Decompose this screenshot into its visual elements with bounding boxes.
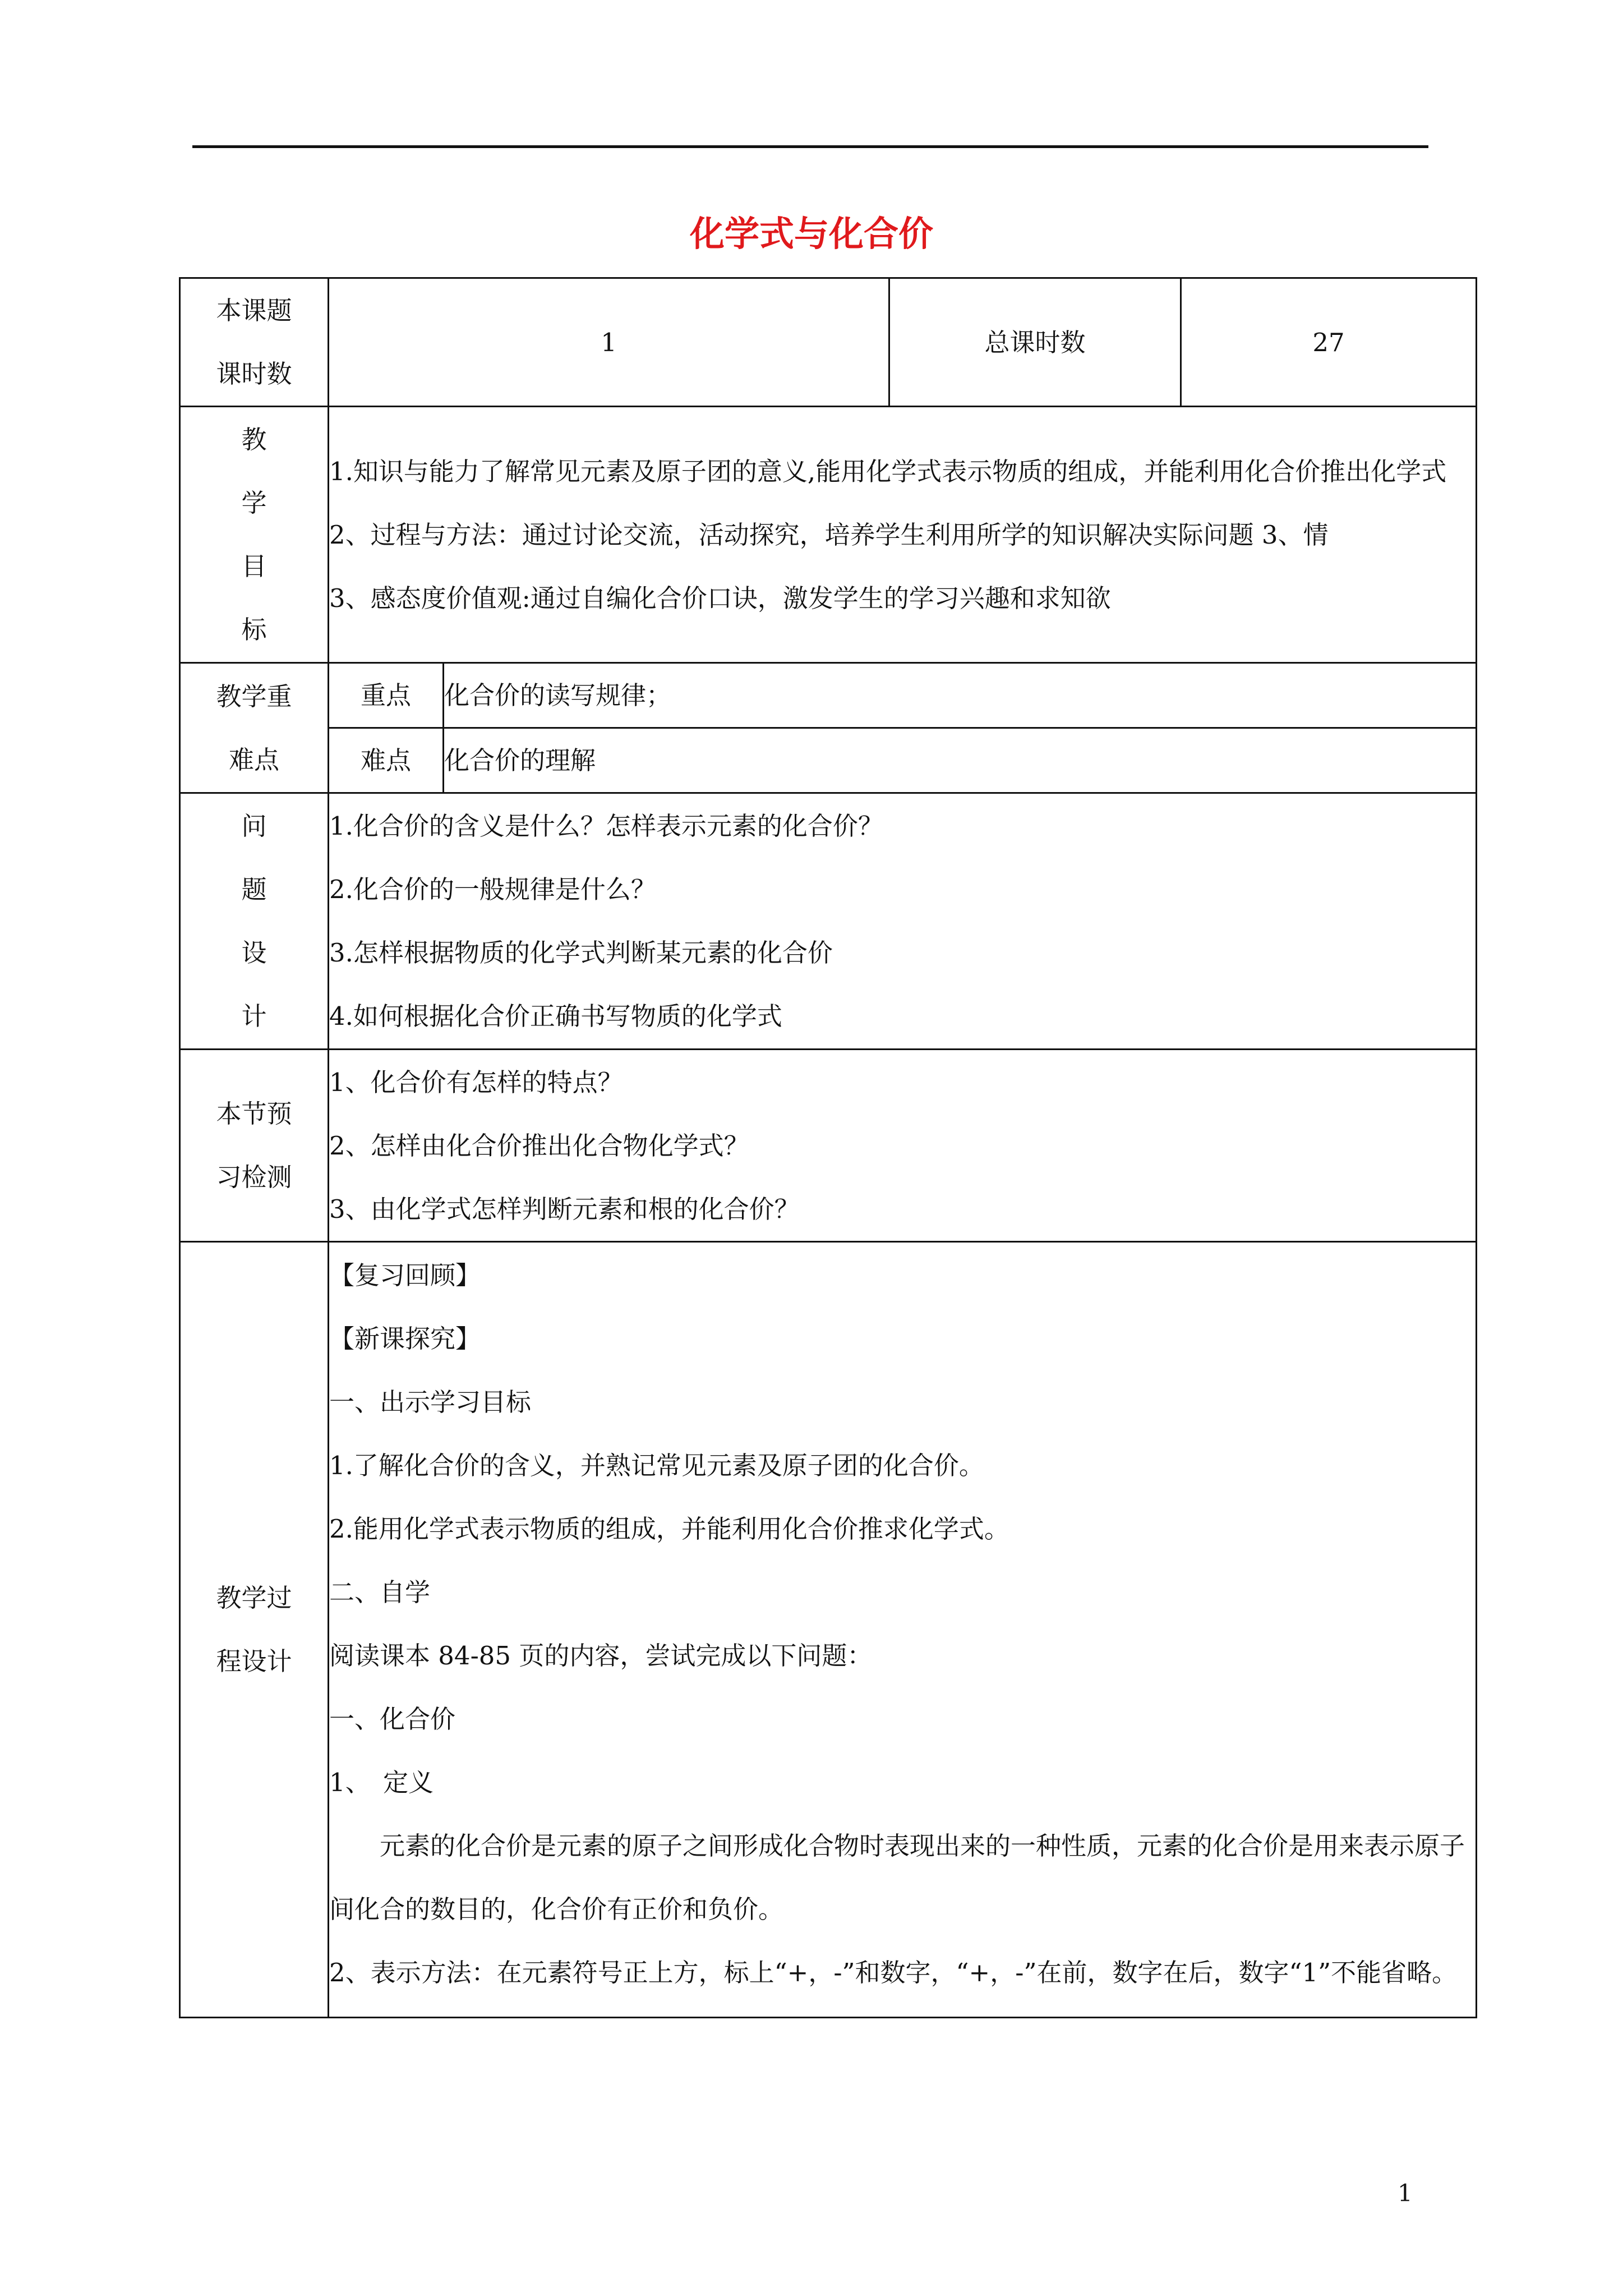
difficulty-label: 难点: [329, 728, 444, 793]
process-content: [329, 1242, 1477, 2018]
difficulty-value: 化合价的理解: [444, 728, 1477, 793]
objective-line: 1.知识与能力了解常见元素及原子团的意义,能用化学式表示物质的组成，并能利用化合价推出化学式: [329, 456, 1447, 486]
focus-row: [180, 663, 1477, 728]
questions-row: [180, 793, 1477, 1050]
objectives-row: [180, 407, 1477, 663]
difficulty-row: [180, 728, 1477, 793]
preview-row: [180, 1050, 1477, 1242]
preview-line: 3、由化学式怎样判断元素和根的化合价？: [329, 1194, 800, 1224]
objective-line: 2、过程与方法：通过讨论交流，活动探究，培养学生利用所学的知识解决实际问题 3、情: [329, 519, 1329, 550]
process-row: [180, 1242, 1477, 2018]
explore-heading: 【新课探究】: [329, 1324, 481, 1354]
goal-line: 2.能用化学式表示物质的组成，并能利用化合价推求化学式。: [329, 1514, 1009, 1544]
header-rule: [192, 145, 1428, 148]
preview-line: 2、怎样由化合价推出化合物化学式？: [329, 1130, 749, 1161]
objective-line: 3、感态度价值观:通过自编化合价口诀，激发学生的学习兴趣和求知欲: [329, 583, 1111, 613]
hours-value: 1: [329, 278, 889, 407]
process-label: 教学过程设计: [180, 1242, 329, 2018]
page-number: 1: [1398, 2179, 1413, 2207]
notation-paragraph: 2、表示方法：在元素符号正上方，标上“+，-”和数字，“+，-”在前，数字在后，数字“1”不能省略。: [329, 1958, 1458, 1987]
key-points-label: 教学重难点: [180, 663, 329, 793]
hours-row: [180, 278, 1477, 407]
focus-value: 化合价的读写规律；: [444, 663, 1477, 728]
hours-label: 本课题课时数: [180, 278, 329, 407]
document-title: 化学式与化合价: [689, 213, 933, 254]
question-line: 1.化合价的含义是什么？怎样表示元素的化合价？: [329, 811, 883, 841]
goals-heading: 一、出示学习目标: [329, 1387, 532, 1417]
questions-label: 问题设计: [180, 793, 329, 1050]
lesson-plan-table: [179, 277, 1477, 2018]
preview-content: [329, 1050, 1477, 1242]
questions-content: [329, 793, 1477, 1050]
definition-heading: 1、 定义: [329, 1768, 434, 1797]
preview-label: 本节预习检测: [180, 1050, 329, 1242]
total-hours-label: 总课时数: [889, 278, 1181, 407]
question-line: 2.化合价的一般规律是什么？: [329, 875, 656, 904]
self-study-heading: 二、自学: [329, 1577, 431, 1607]
definition-paragraph: 元素的化合价是元素的原子之间形成化合物时表现出来的一种性质，元素的化合价是用来表示原子间化合的数目的，化合价有正价和负价。: [329, 1831, 1465, 1924]
objectives-content: [329, 407, 1477, 663]
question-line: 3.怎样根据物质的化学式判断某元素的化合价: [329, 938, 833, 968]
valence-heading: 一、化合价: [329, 1704, 456, 1734]
preview-line: 1、化合价有怎样的特点？: [329, 1067, 623, 1097]
goal-line: 1.了解化合价的含义，并熟记常见元素及原子团的化合价。: [329, 1451, 984, 1480]
question-line: 4.如何根据化合价正确书写物质的化学式: [329, 1001, 782, 1031]
objectives-label: 教学目标: [180, 407, 329, 663]
focus-label: 重点: [329, 663, 444, 728]
review-heading: 【复习回顾】: [329, 1260, 481, 1290]
reading-instruction: 阅读课本 84-85 页的内容，尝试完成以下问题：: [329, 1641, 873, 1671]
total-hours-value: 27: [1181, 278, 1477, 407]
